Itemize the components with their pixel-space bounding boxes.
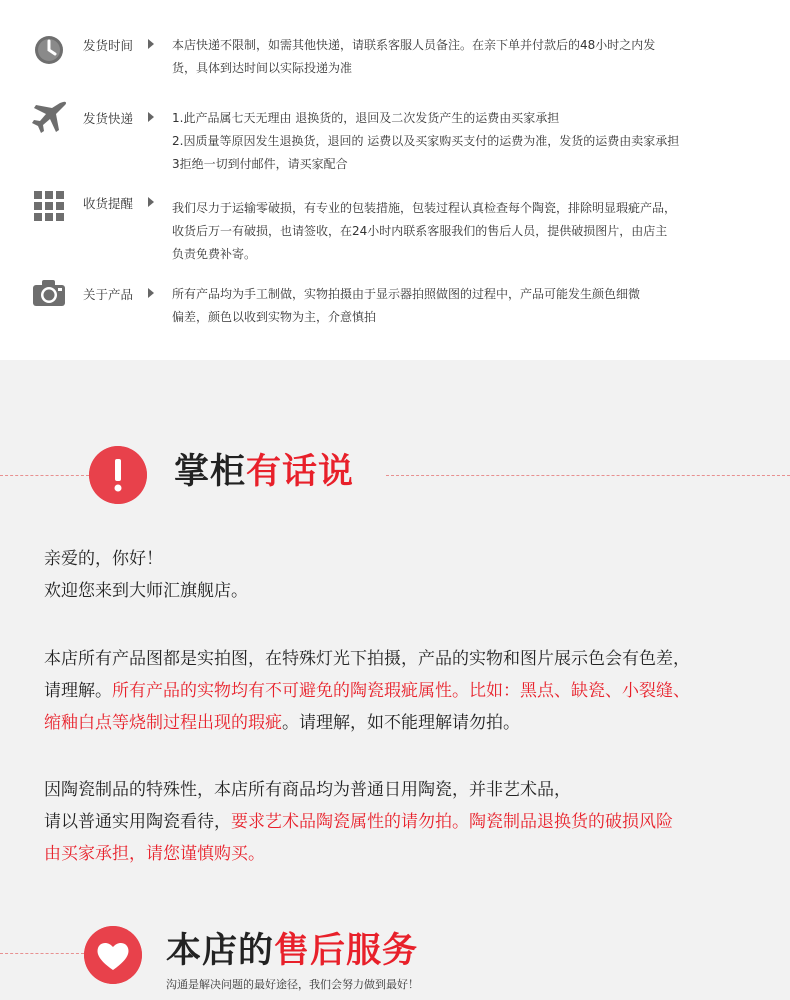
grid-icon	[30, 188, 68, 226]
row-text: 1.此产品属七天无理由 退换货的，退回及二次发货产生的运费由买家承担 2.因质量等原因发生退换货，退回的 运费以及买家购买支付的运费为准，发货的运费由卖家承担 3拒绝一切到付邮件，请买家配合	[172, 111, 680, 171]
row-label: 发货时间	[83, 38, 134, 53]
row-label: 发货快递	[83, 111, 134, 126]
chevron-right-icon	[148, 39, 154, 49]
ceramic-notice-paragraph: 因陶瓷制品的特殊性，本店所有商品均为普通日用陶瓷，并非艺术品， 请以普通实用陶瓷看待，要求艺术品陶瓷属性的请勿拍。陶瓷制品退换货的破损风险 由买家承担，请您谨慎购买。	[44, 780, 673, 864]
clock-icon	[30, 34, 68, 72]
chevron-right-icon	[148, 112, 154, 122]
row-label: 关于产品	[83, 287, 134, 302]
after-sales-subtitle: 沟通是解决问题的最好途径，我们会努力做到最好！	[166, 978, 419, 991]
chevron-right-icon	[148, 288, 154, 298]
row-text: 所有产品均为手工制做，实物拍摄由于显示器拍照做图的过程中，产品可能发生颜色细微 偏差，颜色以收到实物为主，介意慎拍	[172, 287, 641, 324]
divider-left	[0, 475, 89, 476]
chevron-right-icon	[148, 197, 154, 207]
exclamation-icon	[89, 446, 147, 504]
divider-right	[386, 475, 790, 476]
shopkeeper-notice	[0, 360, 790, 1000]
airplane-icon	[30, 99, 68, 137]
shipping-info-panel	[0, 0, 790, 360]
section-heading-after-sales: 本店的售后服务	[166, 931, 419, 971]
color-notice-paragraph: 本店所有产品图都是实拍图，在特殊灯光下拍摄，产品的实物和图片展示色会有色差， 请理解。所有产品的实物均有不可避免的陶瓷瑕疵属性。比如：黑点、缺瓷、小裂缝、 缩釉白点等烧制过程出现的瑕疵。请理解，如不能理解请勿拍。	[44, 649, 690, 733]
camera-icon	[30, 275, 68, 313]
row-label: 收货提醒	[83, 196, 134, 211]
heart-icon	[84, 926, 142, 984]
row-text: 我们尽力于运输零破损，有专业的包装措施，包装过程认真检查每个陶瓷，排除明显瑕疵产品， 收货后万一有破损，也请签收，在24小时内联系客服我们的售后人员，提供破损图片，由店主 负责免费补寄。	[172, 201, 677, 261]
row-text: 本店快递不限制，如需其他快递，请联系客服人员备注。在亲下单并付款后的48小时之内发 货，具体到达时间以实际投递为准	[172, 38, 656, 75]
greeting-paragraph: 亲爱的，你好！ 欢迎您来到大师汇旗舰店。	[44, 549, 248, 601]
divider-left	[0, 953, 84, 954]
section-heading-shopkeeper: 掌柜有话说	[174, 452, 355, 492]
